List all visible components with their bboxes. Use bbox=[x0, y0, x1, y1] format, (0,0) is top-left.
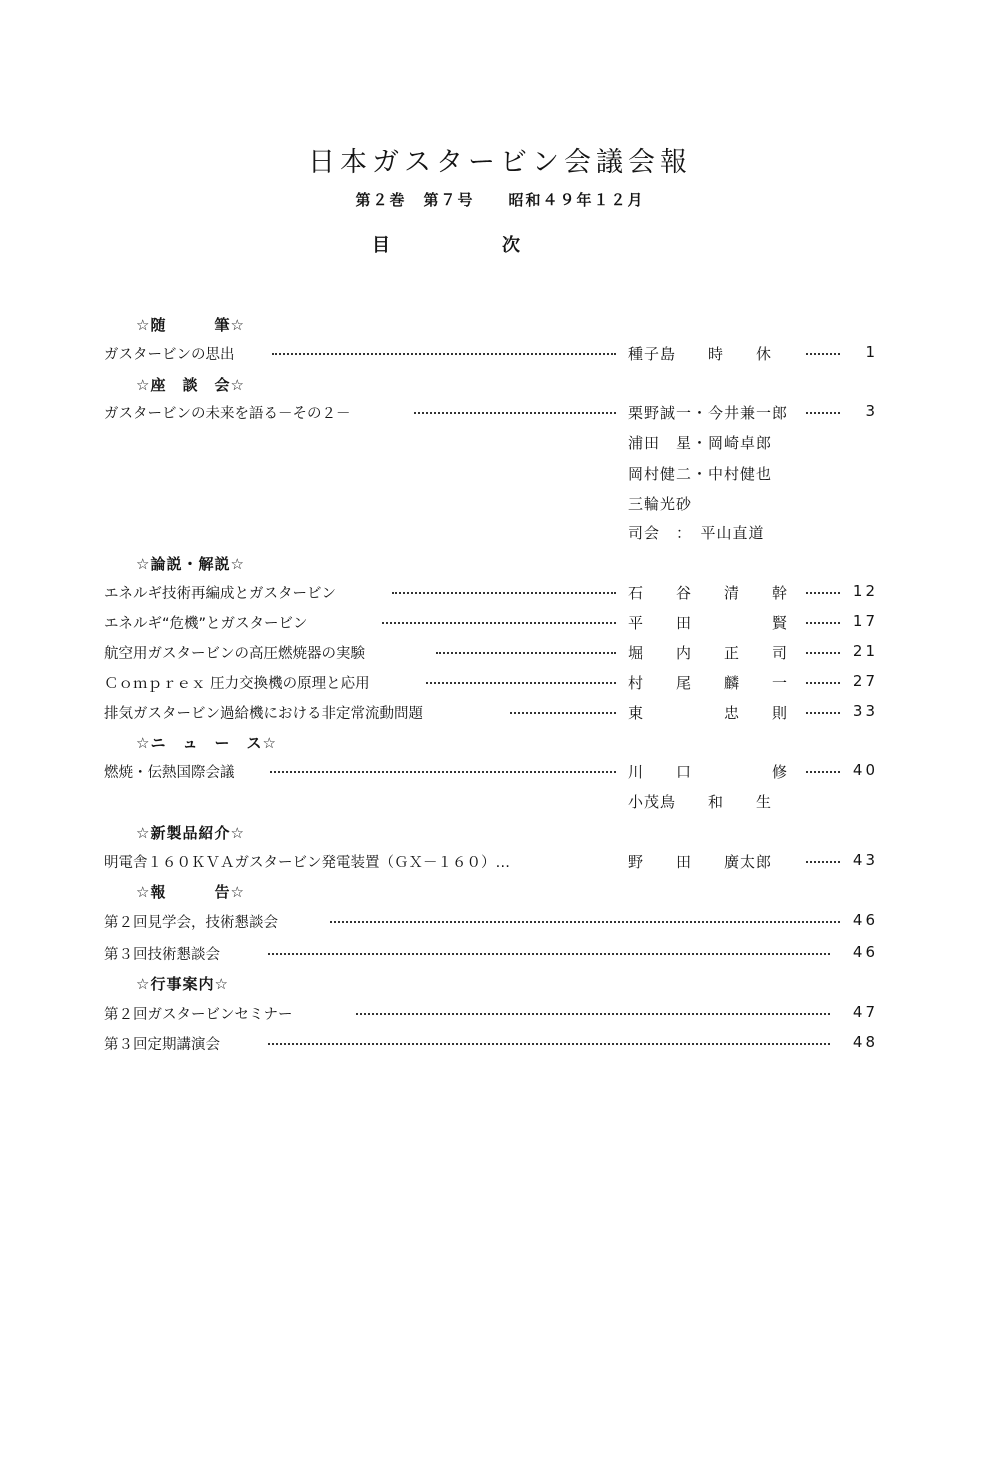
entry-title: エネルギ技術再編成とガスタービン bbox=[104, 582, 340, 603]
entry-page: 21 bbox=[852, 642, 878, 660]
entry-page: 33 bbox=[852, 702, 878, 720]
entry-title: 第２回見学会，技術懇談会 bbox=[104, 911, 282, 932]
entry-author: 川 口 修 bbox=[628, 763, 789, 781]
dot-leader bbox=[806, 412, 840, 414]
dot-leader bbox=[806, 592, 840, 594]
dot-leader bbox=[806, 622, 840, 624]
section-heading-essay: ☆随 筆☆ bbox=[136, 316, 245, 334]
dot-leader bbox=[392, 592, 616, 594]
dot-leader bbox=[806, 861, 840, 863]
entry-title: 燃焼・伝熱国際会議 bbox=[104, 761, 239, 782]
issue-info: 第２巻 第７号 昭和４９年１２月 bbox=[355, 191, 645, 209]
dot-leader bbox=[806, 771, 840, 773]
entry-page: 47 bbox=[852, 1003, 878, 1021]
entry-author: 種子島 時 休 bbox=[628, 345, 773, 363]
entry-title: 第３回技術懇談会 bbox=[104, 943, 224, 964]
entry-author: 村 尾 麟 一 bbox=[628, 674, 789, 692]
dot-leader bbox=[806, 712, 840, 714]
toc-entry[interactable] bbox=[0, 1003, 1000, 1027]
entry-page: 43 bbox=[852, 851, 878, 869]
entry-page: 48 bbox=[852, 1033, 878, 1051]
entry-title: 排気ガスタービン過給機における非定常流動問題 bbox=[104, 702, 427, 723]
dot-leader bbox=[806, 682, 840, 684]
entry-author-continued: 小茂鳥 和 生 bbox=[628, 793, 773, 811]
entry-author: 東 忠 則 bbox=[628, 704, 789, 722]
toc-entry[interactable] bbox=[0, 911, 1000, 935]
entry-title: 明電舎１６０ＫＶＡガスタービン発電装置（ＧＸ－１６０）… bbox=[104, 851, 514, 872]
toc-entry[interactable] bbox=[0, 851, 1000, 875]
toc-entry[interactable] bbox=[0, 642, 1000, 666]
entry-page: 46 bbox=[852, 943, 878, 961]
dot-leader bbox=[356, 1013, 830, 1015]
toc-entry[interactable] bbox=[0, 943, 1000, 967]
entry-author-continued: 岡村健二・中村健也 bbox=[628, 465, 773, 483]
entry-page: 40 bbox=[852, 761, 878, 779]
entry-page: 46 bbox=[852, 911, 878, 929]
section-heading-new-products: ☆新製品紹介☆ bbox=[136, 824, 245, 842]
dot-leader bbox=[382, 622, 616, 624]
toc-entry[interactable] bbox=[0, 612, 1000, 636]
entry-title: 第３回定期講演会 bbox=[104, 1033, 224, 1054]
entry-page: 27 bbox=[852, 672, 878, 690]
dot-leader bbox=[268, 1043, 830, 1045]
toc-entry[interactable] bbox=[0, 702, 1000, 726]
contents-heading-left: 目 bbox=[372, 235, 390, 256]
dot-leader bbox=[330, 921, 840, 923]
section-heading-roundtable: ☆座 談 会☆ bbox=[136, 376, 245, 394]
entry-author: 栗野誠一・今井兼一郎 bbox=[628, 404, 789, 422]
contents-heading-right: 次 bbox=[502, 235, 520, 256]
toc-entry[interactable] bbox=[0, 343, 1000, 367]
entry-page: 3 bbox=[865, 402, 878, 420]
toc-entry[interactable] bbox=[0, 582, 1000, 606]
entry-title: Ｃｏｍｐｒｅｘ 圧力交換機の原理と応用 bbox=[104, 672, 374, 693]
entry-title: エネルギ“危機”とガスタービン bbox=[104, 612, 312, 633]
entry-title: 第２回ガスタービンセミナー bbox=[104, 1003, 297, 1024]
dot-leader bbox=[414, 412, 616, 414]
entry-author-continued: 浦田 星・岡崎卓郎 bbox=[628, 434, 773, 452]
entry-author: 平 田 賢 bbox=[628, 614, 789, 632]
entry-title: ガスタービンの未来を語る－その２－ bbox=[104, 402, 355, 423]
journal-title: 日本ガスタービン会議会報 bbox=[308, 147, 692, 178]
entry-page: 12 bbox=[852, 582, 878, 600]
dot-leader bbox=[272, 353, 616, 355]
entry-title: ガスタービンの思出 bbox=[104, 343, 239, 364]
dot-leader bbox=[270, 771, 616, 773]
entry-author-continued: 三輪光砂 bbox=[628, 495, 693, 513]
section-heading-reports: ☆報 告☆ bbox=[136, 883, 245, 901]
dot-leader bbox=[436, 652, 616, 654]
dot-leader bbox=[268, 953, 830, 955]
entry-author: 石 谷 清 幹 bbox=[628, 584, 789, 602]
entry-author: 堀 内 正 司 bbox=[628, 644, 789, 662]
section-heading-news: ☆ニ ュ ー ス☆ bbox=[136, 734, 277, 752]
entry-author-continued: 司会 ： 平山直道 bbox=[628, 524, 765, 542]
entry-page: 1 bbox=[865, 343, 878, 361]
entry-title: 航空用ガスタービンの高圧燃焼器の実験 bbox=[104, 642, 369, 663]
toc-entry[interactable] bbox=[0, 1033, 1000, 1057]
dot-leader bbox=[426, 682, 616, 684]
toc-entry[interactable] bbox=[0, 672, 1000, 696]
entry-author: 野 田 廣太郎 bbox=[628, 853, 773, 871]
toc-entry[interactable] bbox=[0, 761, 1000, 785]
section-heading-articles: ☆論説・解説☆ bbox=[136, 555, 245, 573]
dot-leader bbox=[510, 712, 616, 714]
dot-leader bbox=[806, 652, 840, 654]
section-heading-events: ☆行事案内☆ bbox=[136, 975, 229, 993]
dot-leader bbox=[806, 353, 840, 355]
entry-page: 17 bbox=[852, 612, 878, 630]
toc-entry[interactable] bbox=[0, 402, 1000, 426]
